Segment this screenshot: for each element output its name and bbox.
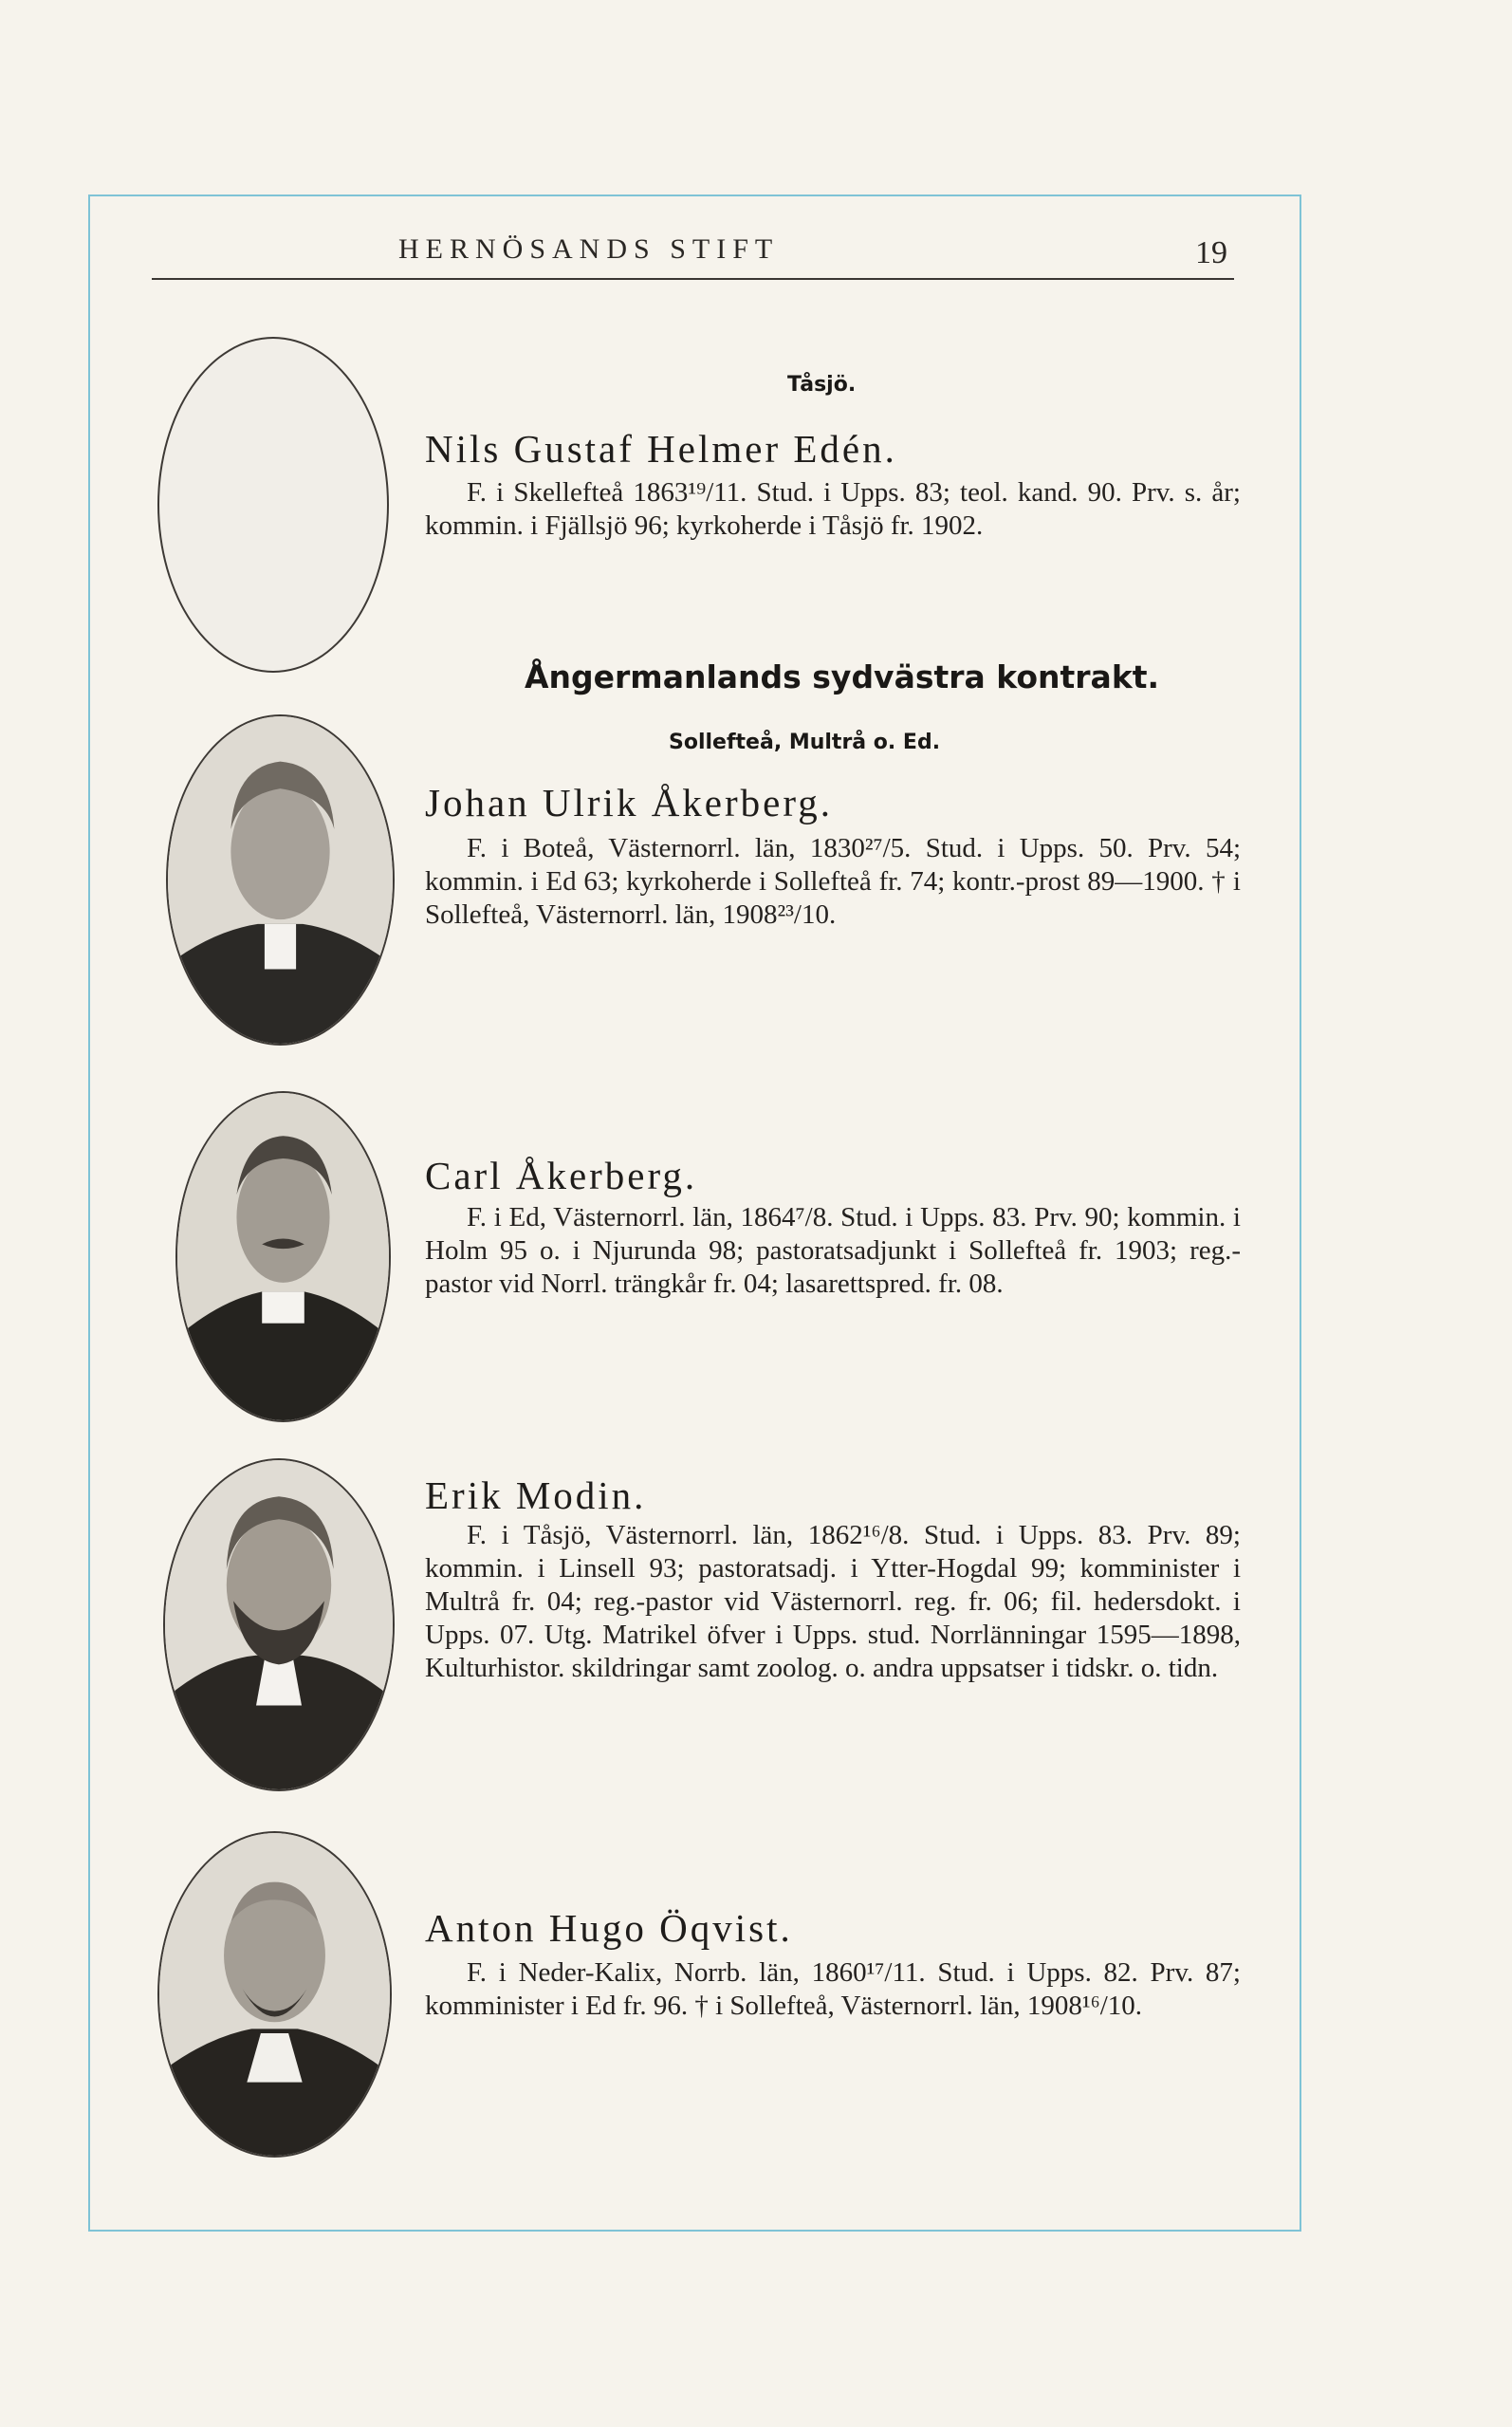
section-heading-solleftea: Sollefteå, Multrå o. Ed. <box>669 731 941 754</box>
entry-name: Anton Hugo Öqvist. <box>425 1906 793 1950</box>
portrait-blank <box>157 337 389 673</box>
running-title: HERNÖSANDS STIFT <box>398 233 780 265</box>
section-heading-kontrakt: Ångermanlands sydvästra kontrakt. <box>525 658 1160 695</box>
portrait-johan-akerberg <box>166 714 395 1046</box>
entry-name: Johan Ulrik Åkerberg. <box>425 781 834 824</box>
portrait-erik-modin <box>163 1458 395 1791</box>
entry-name: Carl Åkerberg. <box>425 1154 698 1197</box>
entry-biography: F. i Ed, Västernorrl. län, 1864⁷/8. Stud. i Upps. 83. Prv. 90; kommin. i Holm 95 o. i Njurunda 98; pastoratsadjunkt i Sollefteå fr. 1903; reg.-pastor vid Norrl. trängkår fr. 04; lasarettspred. fr. 08. <box>425 1202 1241 1299</box>
entry-biography: F. i Neder-Kalix, Norrb. län, 1860¹⁷/11. Stud. i Upps. 82. Prv. 87; komminister i Ed fr. 96. † i Sollefteå, Västernorrl. län, 1908¹⁶/10. <box>425 1957 1241 2021</box>
portrait-anton-oqvist <box>157 1831 392 2158</box>
entry-biography: F. i Boteå, Västernorrl. län, 1830²⁷/5. Stud. i Upps. 50. Prv. 54; kommin. i Ed 63; kyrkoherde i Sollefteå fr. 74; kontr.-prost 89—1900. † i Sollefteå, Västernorrl. län, 1908²³/10. <box>425 833 1241 930</box>
entry-name: Erik Modin. <box>425 1473 647 1517</box>
entry-name: Nils Gustaf Helmer Edén. <box>425 427 897 471</box>
section-heading-tasjo: Tåsjö. <box>787 373 857 397</box>
entry-biography: F. i Skellefteå 1863¹⁹/11. Stud. i Upps. 83; teol. kand. 90. Prv. s. år; kommin. i Fjällsjö 96; kyrkoherde i Tåsjö fr. 1902. <box>425 477 1241 541</box>
portrait-carl-akerberg <box>175 1091 391 1422</box>
entry-biography: F. i Tåsjö, Västernorrl. län, 1862¹⁶/8. Stud. i Upps. 83. Prv. 89; kommin. i Linsell 93; pastoratsadj. i Ytter-Hogdal 99; komminister i Multrå fr. 04; reg.-pastor vid Västernorrl. reg. fr. 06; fil. hedersdokt. i Upps. 07. Utg. Matrikel öfver i Upps. stud. Norrlänningar 1595—1898, Kulturhistor. skildringar samt zoolog. o. andra uppsatser i tidskr. o. tidn. <box>425 1520 1241 1683</box>
page-number: 19 <box>1195 235 1227 270</box>
header-rule <box>152 278 1234 280</box>
